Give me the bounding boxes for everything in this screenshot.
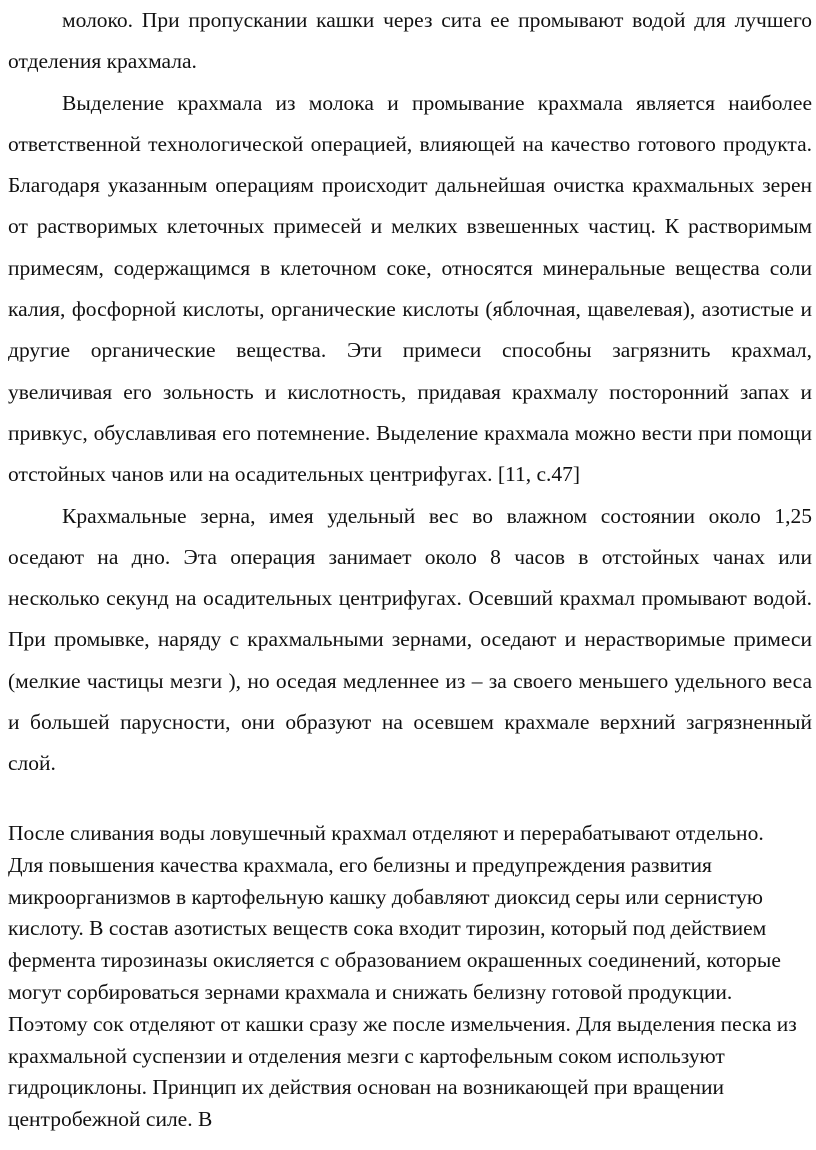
paragraph-2: Выделение крахмала из молока и промывание крахмала является наиболее ответственной технологической операцией, влияющей на качество готового продукта. Благодаря указанным операциям происходит дальнейшая очистка крахмальных зерен от растворимых клеточных примесей и мелких взвешенных частиц. К растворимым примесям, содержащимся в клеточном соке, относятся минеральные вещества соли калия, фосфорной кислоты, органические кислоты (яблочная, щавелевая), азотистые и другие органические вещества. Эти примеси способны загрязнить крахмал, увеличивая его зольность и кислотность, придавая крахмалу посторонний запах и привкус, обуславливая его потемнение. Выделение крахмала можно вести при помощи отстойных чанов или на осадительных центрифугах. [11, с.47] <box>8 90 812 487</box>
paragraph-1: молоко. При пропускании кашки через сита ее промывают водой для лучшего отделения крахмала. <box>8 8 812 74</box>
double-spaced-text-block <box>8 0 812 785</box>
single-spaced-text-block <box>8 818 798 1136</box>
paragraph-4: После сливания воды ловушечный крахмал отделяют и перерабатывают отдельно. Для повышения качества крахмала, его белизны и предупреждения развития микроорганизмов в картофельную кашку добавляют диоксид серы или сернистую кислоту. В состав азотистых веществ сока входит тирозин, который под действием фермента тирозиназы окисляется с образованием окрашенных соединений, которые могут сорбироваться зернами крахмала и снижать белизну готовой продукции. Поэтому сок отделяют от кашки сразу же после измельчения. Для выделения песка из крахмальной суспензии и отделения мезги с картофельным соком используют гидроциклоны. Принцип их действия основан на возникающей при вращении центробежной силе. В <box>8 821 797 1132</box>
paragraph-3: Крахмальные зерна, имея удельный вес во влажном состоянии около 1,25 оседают на дно. Эта операция занимает около 8 часов в отстойных чанах или несколько секунд на осадительных центрифугах. Осевший крахмал промывают водой. При промывке, наряду с крахмальными зернами, оседают и нерастворимые примеси (мелкие частицы мезги ), но оседая медленнее из – за своего меньшего удельного веса и большей парусности, они образуют на осевшем крахмале верхний загрязненный слой. <box>8 503 812 776</box>
